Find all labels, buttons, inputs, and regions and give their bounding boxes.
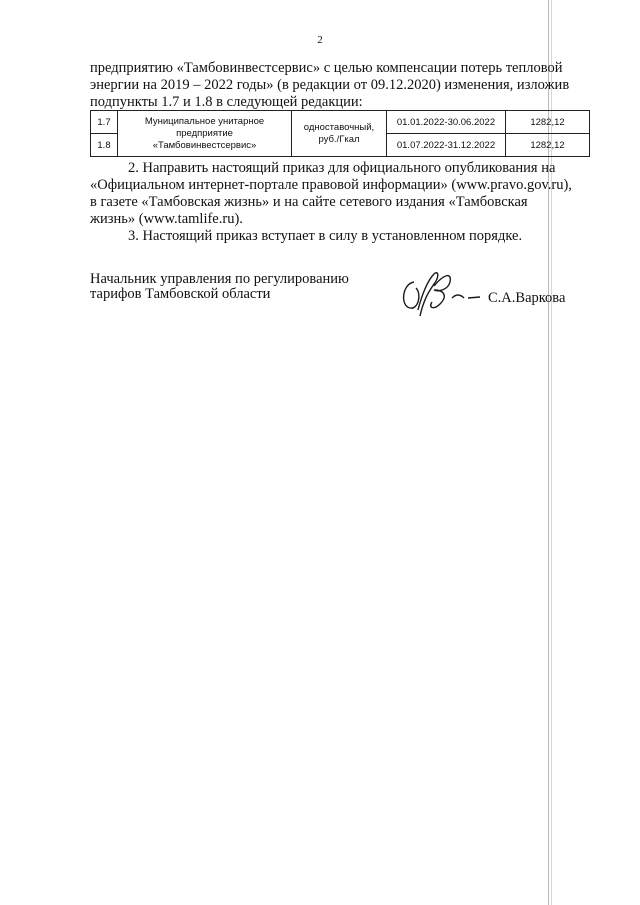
row-number: 1.8 (91, 134, 118, 157)
signatory-name: С.А.Варкова (488, 290, 566, 306)
signatory-title (90, 272, 349, 302)
tariff-table (90, 110, 590, 157)
signatory-title-line: тарифов Тамбовской области (90, 286, 271, 302)
intro-line: подпункты 1.7 и 1.8 в следующей редакции: (90, 94, 363, 110)
table-row (91, 111, 590, 134)
intro-line: предприятию «Тамбовинвестсервис» с целью компенсации потерь тепловой (90, 60, 563, 76)
handwritten-signature (394, 264, 484, 326)
paragraph-line: в газете «Тамбовская жизнь» и на сайте сетевого издания «Тамбовская (90, 194, 528, 210)
page-number: 2 (317, 34, 323, 46)
tariff-value-cell: 1282,12 (506, 134, 590, 157)
period-cell: 01.01.2022-30.06.2022 (387, 111, 506, 134)
organization-line: предприятие (176, 127, 233, 139)
paragraph-line: 2. Направить настоящий приказ для официального опубликования на (128, 160, 556, 176)
intro-line: энергии на 2019 – 2022 годы» (в редакции от 09.12.2020) изменения, изложив (90, 77, 570, 93)
paragraph-2 (90, 160, 590, 228)
unit-line: руб./Гкал (318, 133, 360, 145)
intro-paragraph (90, 60, 590, 111)
unit-cell (292, 111, 387, 157)
unit-line: одноставочный, (303, 121, 375, 133)
row-number: 1.7 (91, 111, 118, 134)
signatory-title-line: Начальник управления по регулированию (90, 271, 349, 287)
organization-line: «Тамбовинвестсервис» (152, 139, 257, 151)
paragraph-line: «Официальном интернет-портале правовой информации» (www.pravo.gov.ru), (90, 177, 572, 193)
tariff-value-cell: 1282,12 (506, 111, 590, 134)
paragraph-3: 3. Настоящий приказ вступает в силу в установленном порядке. (128, 228, 523, 244)
organization-line: Муниципальное унитарное (144, 115, 265, 127)
organization-cell (118, 111, 292, 157)
paragraph-line: жизнь» (www.tamlife.ru). (90, 211, 243, 227)
period-cell: 01.07.2022-31.12.2022 (387, 134, 506, 157)
